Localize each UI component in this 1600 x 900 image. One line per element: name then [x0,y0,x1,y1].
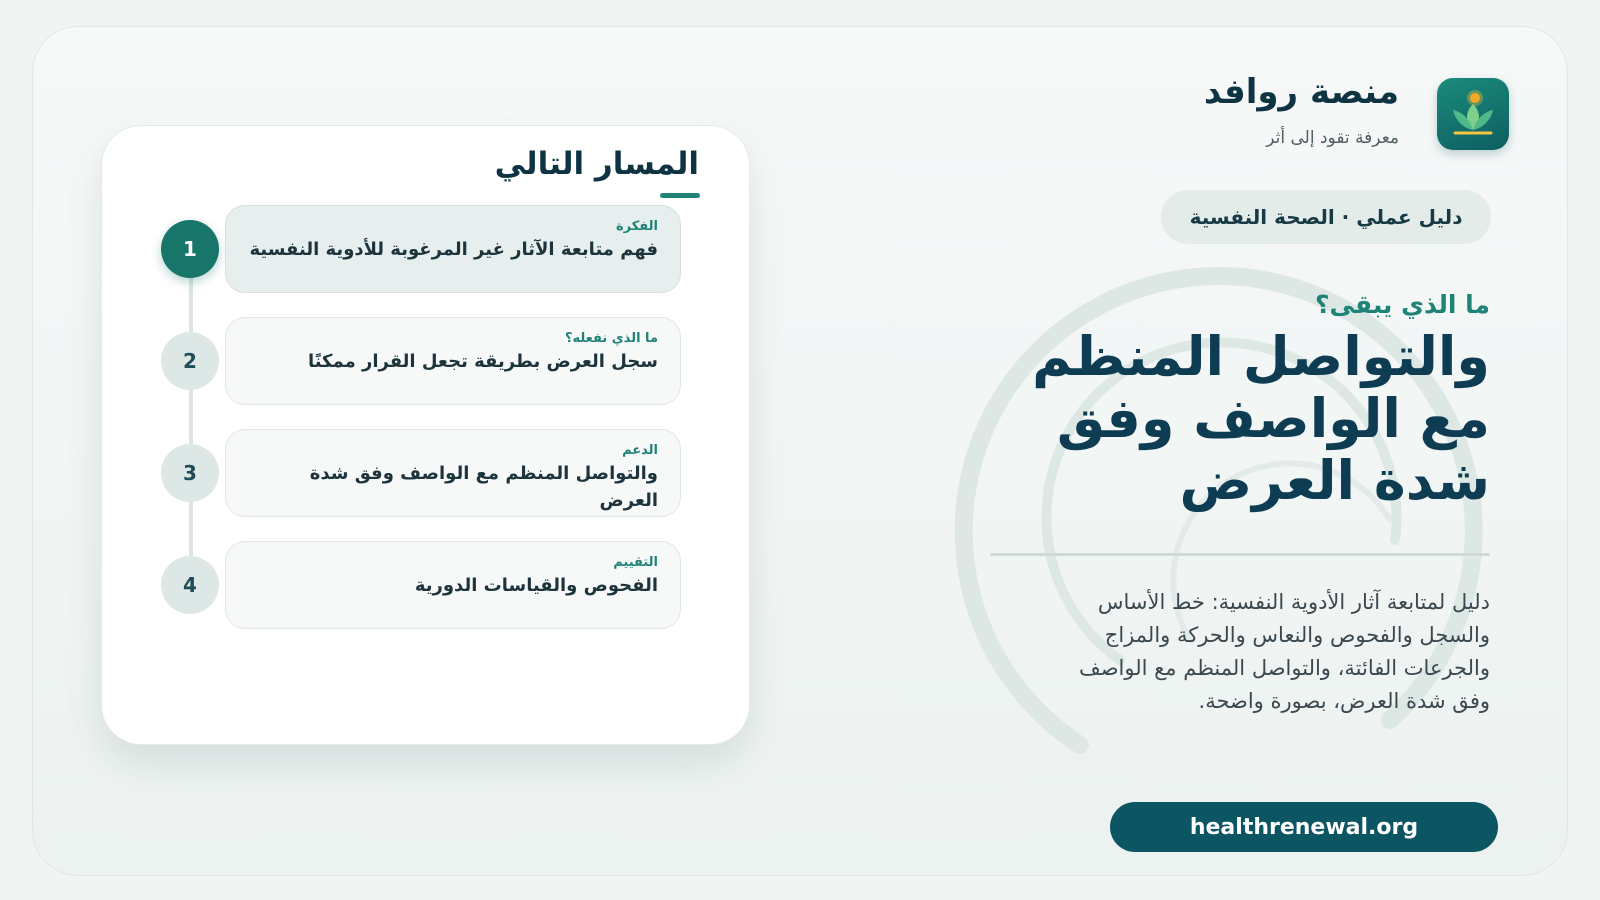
step-card-3[interactable] [225,429,681,517]
page-title: والتواصل المنظم مع الواصف وفق شدة العرض [1032,325,1490,512]
step-number-3: 3 [161,444,219,502]
timeline-line [189,246,193,591]
title-underline [660,193,700,198]
step-text: سجل العرض بطريقة تجعل القرار ممكنًا [307,351,658,372]
headline-kicker: ما الذي يبقى؟ [1315,290,1490,319]
step-text: والتواصل المنظم مع الواصف وفق شدة العرض [309,463,658,511]
step-number-4: 4 [161,556,219,614]
brand-tagline: معرفة تقود إلى أثر [1266,128,1399,148]
step-card-4[interactable] [225,541,681,629]
step-number-1: 1 [161,220,219,278]
step-label: التقييم [613,555,658,570]
brand-logo [1437,78,1509,150]
step-text: فهم متابعة الآثار غير المرغوبة للأدوية النفسية [249,239,658,260]
summary-text: دليل لمتابعة آثار الأدوية النفسية: خط الأساس والسجل والفحوص والنعاس والحركة والمزاج والجرعات الفائتة، والتواصل المنظم مع الواصف وفق شدة العرض، بصورة واضحة. [1078,590,1490,713]
divider [990,553,1490,556]
step-card-2[interactable] [225,317,681,405]
website-link-button[interactable]: healthrenewal.org [1110,802,1498,852]
lotus-icon [1437,78,1509,150]
step-number-2: 2 [161,332,219,390]
step-label: الدعم [622,443,658,458]
step-label: ما الذي نفعله؟ [564,331,658,346]
step-card-1[interactable] [225,205,681,293]
category-pill: دليل عملي · الصحة النفسية [1161,190,1491,244]
step-text: الفحوص والقياسات الدورية [414,575,658,596]
next-path-card [101,125,750,745]
brand-name: منصة روافد [1203,72,1399,112]
path-title: المسار التالي [494,146,699,182]
step-label: الفكرة [615,219,658,234]
